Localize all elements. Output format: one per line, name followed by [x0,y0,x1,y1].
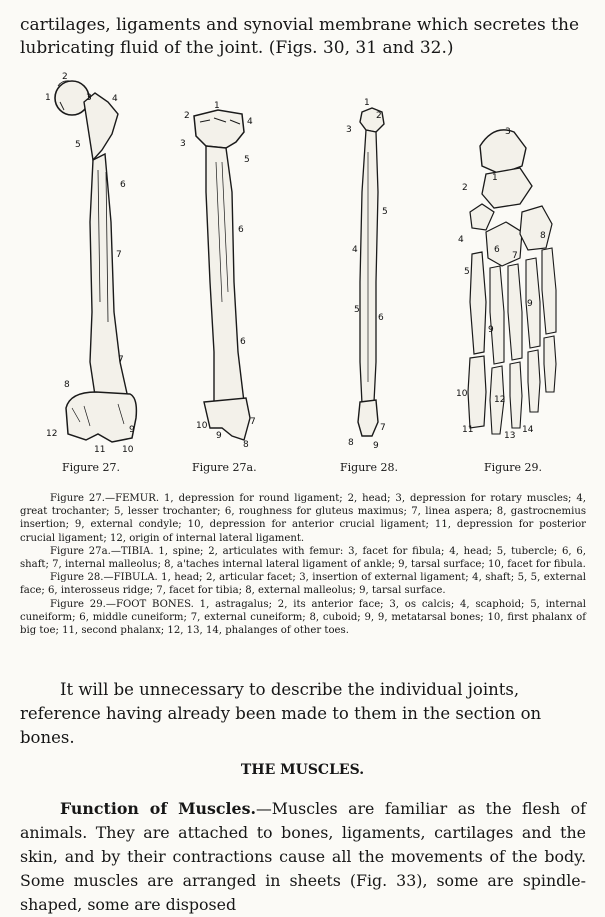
paragraph-body: —Muscles are familiar as the flesh of animals. They are attached to bones, ligaments, cartilages and the skin, and by their contractions cause all the movements of the body. Some muscles are arranged in sheets (Fig. 33), some are spindle-shaped, some are disposed [20,799,587,914]
caption-figure-27: Figure 27. [62,461,121,474]
femur-label-3: 3 [86,93,92,103]
caption-figure-29: Figure 29. [484,461,543,474]
fibula-label-4: 4 [352,245,358,255]
foot-label-2: 2 [462,183,468,193]
fibula-label-3: 3 [346,125,352,135]
femur-label-12: 12 [46,429,58,439]
legend-fibula: Figure 28.—FIBULA. 1, head; 2, articular facet; 3, insertion of external ligament; 4, shaft; 5, 5, external face; 6, interosseus ridge; 7, facet for tibia; 8, external malleolus; 9, tarsal surface. [20,572,586,597]
femur-label-4: 4 [112,94,118,104]
fibula-label-2: 2 [376,111,382,121]
femur-label-10: 10 [122,445,134,455]
fibula-label-5: 5 [382,207,388,217]
foot-label-4: 4 [458,235,464,245]
tibia-illustration [194,110,250,440]
tibia-label-10: 10 [196,421,208,431]
foot-label-8: 8 [540,231,546,241]
tibia-label-6: 6 [238,225,244,235]
foot-label-9b: 9 [527,299,533,309]
caption-figure-28: Figure 28. [340,461,399,474]
fibula-label-6: 6 [378,313,384,323]
tibia-label-4: 4 [247,117,253,127]
femur-label-2: 2 [62,72,68,82]
femur-label-8: 8 [64,380,70,390]
foot-label-1: 1 [492,173,498,183]
foot-label-14: 14 [522,425,534,435]
foot-label-10: 10 [456,389,468,399]
section-heading: THE MUSCLES. [240,762,365,778]
foot-illustration [468,130,556,434]
foot-label-12: 12 [494,395,506,405]
fibula-label-5b: 5 [354,305,360,315]
figure-legend [20,492,586,637]
tibia-label-9: 9 [216,431,222,441]
fibula-illustration [358,108,384,436]
foot-label-7: 7 [512,251,518,261]
tibia-label-5: 5 [244,155,250,165]
femur-label-6: 6 [120,180,126,190]
femur-label-7b: 7 [118,355,124,365]
paragraph-lead: Function of Muscles. [60,799,256,818]
intro-text: cartilages, ligaments and synovial membrane which secretes the lubricating fluid of the joint. (Figs. 30, 31 and 32.) [20,15,579,58]
fibula-label-9: 9 [373,441,379,451]
tibia-label-7: 7 [250,417,256,427]
femur-label-7: 7 [116,250,122,260]
tibia-label-8: 8 [243,440,249,450]
fibula-label-8: 8 [348,438,354,448]
femur-label-11: 11 [94,445,106,455]
tibia-label-1: 1 [214,101,220,111]
femur-label-1: 1 [45,93,51,103]
femur-label-5: 5 [75,140,81,150]
foot-label-11: 11 [462,425,474,435]
tibia-label-3: 3 [180,139,186,149]
tibia-label-6b: 6 [240,337,246,347]
femur-label-9: 9 [129,425,135,435]
paragraph-muscles [20,797,586,917]
bone-illustrations [0,62,605,482]
foot-label-13: 13 [504,431,516,441]
fibula-label-7: 7 [380,423,386,433]
foot-label-6: 6 [494,245,500,255]
caption-figure-27a: Figure 27a. [192,461,257,474]
tibia-label-2: 2 [184,111,190,121]
paragraph-joints: It will be unnecessary to describe the individual joints, reference having already been made to them in the section on bones. [20,680,542,747]
figures-region [0,62,605,482]
legend-tibia: Figure 27a.—TIBIA. 1, spine; 2, articulates with femur: 3, facet for fibula; 4, head; 5, tubercle; 6, 6, shaft; 7, internal malleolus; 8, a'taches internal lateral ligament of ankle; 9, tarsal surface; 10, facet for fibula. [20,545,586,571]
foot-label-3: 3 [505,127,511,137]
legend-femur: Figure 27.—FEMUR. 1, depression for round ligament; 2, head; 3, depression for rotary muscles; 4, great trochanter; 5, lesser trochanter; 6, roughness for gluteus maximus; 7, linea aspera; 8, gastrocnemius insertion; 9, external condyle; 10, depression for anterior crucial ligament; 11, depression for posterior crucial ligament; 12, origin of internal lateral ligament. [20,493,586,544]
foot-label-5: 5 [464,267,470,277]
fibula-label-1: 1 [364,98,370,108]
legend-foot: Figure 29.—FOOT BONES. 1, astragalus; 2, its anterior face; 3, os calcis; 4, scaphoid; 5, internal cuneiform; 6, middle cuneiform; 7, external cuneiform; 8, cuboid; 9, 9, metatarsal bones; 10, first phalanx of big toe; 11, second phalanx; 12, 13, 14, phalanges of other toes. [20,598,586,637]
foot-label-9a: 9 [488,325,494,335]
